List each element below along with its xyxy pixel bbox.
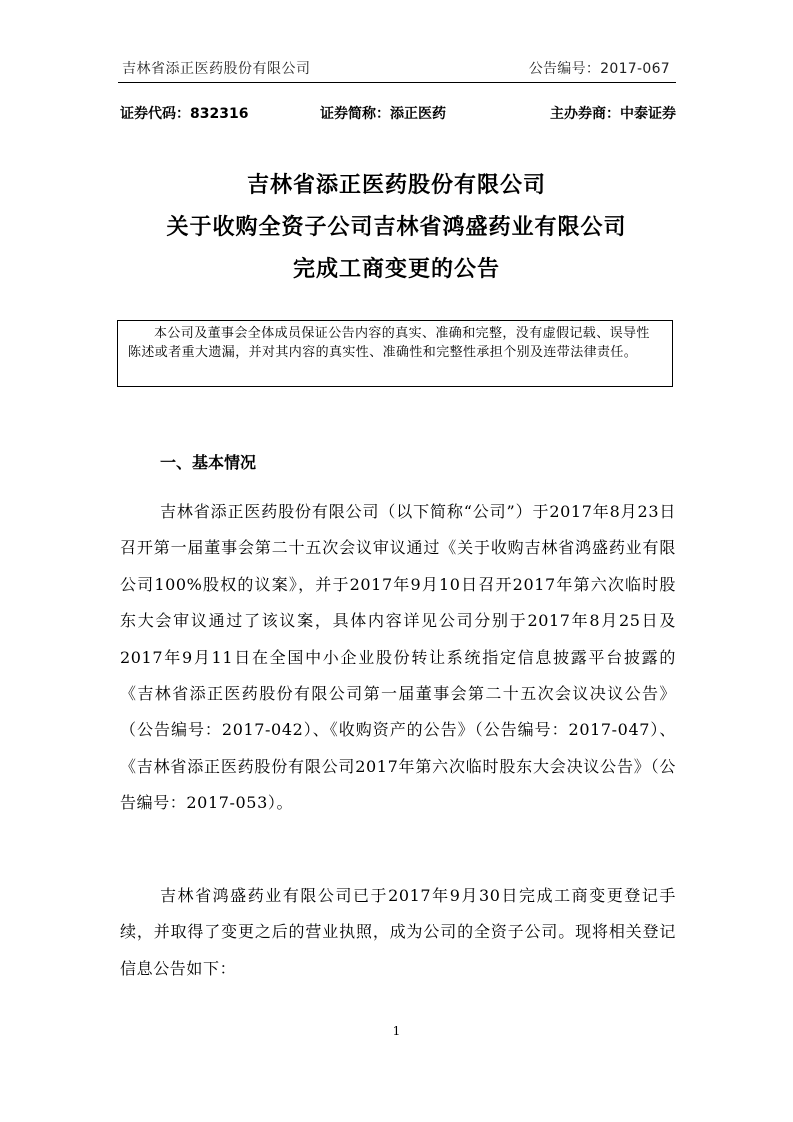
header-announcement-number: 公告编号：2017-067	[528, 61, 670, 77]
board-statement-box: 本公司及董事会全体成员保证公告内容的真实、准确和完整，没有虚假记载、误导性陈述或者重大遗漏，并对其内容的真实性、准确性和完整性承担个别及连带法律责任。	[117, 320, 673, 387]
body-paragraph-2: 吉林省鸿盛药业有限公司已于2017年9月30日完成工商变更登记手续，并取得了变更之后的营业执照，成为公司的全资子公司。现将相关登记信息公告如下：	[120, 886, 676, 978]
securities-short-name: 证券简称：添正医药	[320, 106, 446, 122]
body-paragraph-1: 吉林省添正医药股份有限公司（以下简称“公司”）于2017年8月23日召开第一届董事会第二十五次会议审议通过《关于收购吉林省鸿盛药业有限公司100%股权的议案》，并于2017年9月10日召开2017年第六次临时股东大会审议通过了该议案，具体内容详见公司分别于2017年8月25日及2017年9月11日在全国中小企业股份转让系统指定信息披露平台披露的《吉林省添正医药股份有限公司第一届董事会第二十五次会议决议公告》（公告编号：2017-042）、《收购资产的公告》（公告编号：2017-047）、《吉林省添正医药股份有限公司2017年第六次临时股东大会决议公告》（公告编号：2017-053）。	[120, 502, 676, 813]
page-number: 1	[392, 1024, 401, 1038]
securities-code: 证券代码：832316	[120, 106, 249, 122]
section-heading: 一、基本情况	[160, 453, 257, 472]
securities-info-line	[120, 103, 676, 125]
title-line-3: 完成工商变更的公告	[292, 257, 500, 282]
header-company-name: 吉林省添正医药股份有限公司	[122, 61, 311, 77]
title-line-2: 关于收购全资子公司吉林省鸿盛药业有限公司	[166, 215, 627, 240]
running-header	[118, 56, 676, 83]
sponsor-broker: 主办券商：中泰证券	[550, 106, 676, 122]
title-line-1: 吉林省添正医药股份有限公司	[246, 173, 546, 198]
